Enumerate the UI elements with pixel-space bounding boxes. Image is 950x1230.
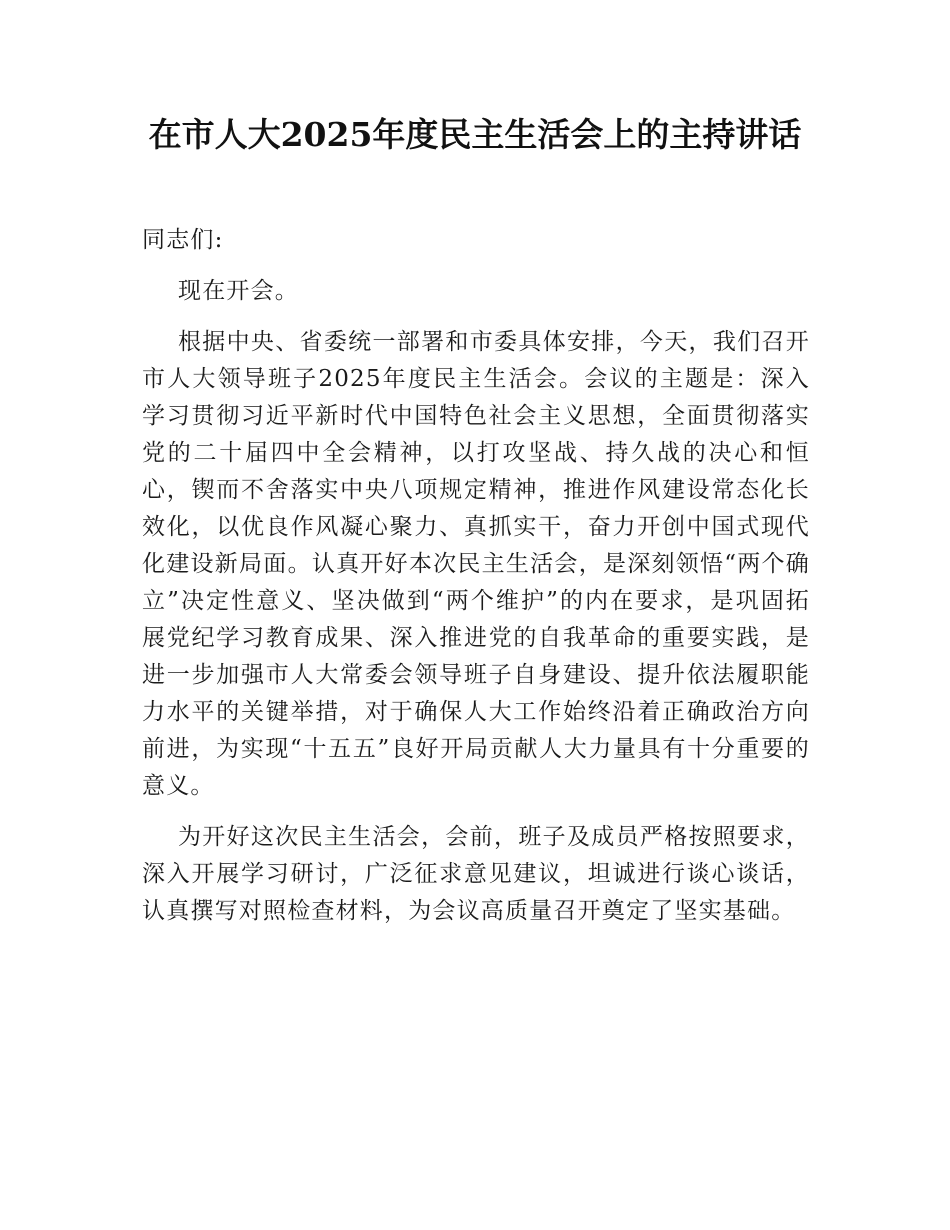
paragraph-background: 根据中央、省委统一部署和市委具体安排，今天，我们召开市人大领导班子2025年度民主生活会。会议的主题是：深入学习贯彻习近平新时代中国特色社会主义思想，全面贯彻落实党的二十届四中全会精神，以打攻坚战、持久战的决心和恒心，锲而不舍落实中央八项规定精神，推进作风建设常态化长效化，以优良作风凝心聚力、真抓实干，奋力开创中国式现代化建设新局面。认真开好本次民主生活会，是深刻领悟“两个确立”决定性意义、坚决做到“两个维护”的内在要求，是巩固拓展党纪学习教育成果、深入推进党的自我革命的重要实践，是进一步加强市人大常委会领导班子自身建设、提升依法履职能力水平的关键举措，对于确保人大工作始终沿着正确政治方向前进，为实现“十五五”良好开局贡献人大力量具有十分重要的意义。: [142, 329, 810, 799]
document-title: 在市人大2025年度民主生活会上的主持讲话: [148, 115, 802, 154]
document-body: [142, 222, 810, 944]
paragraph-opening: 现在开会。: [178, 278, 299, 304]
salutation: 同志们:: [142, 227, 224, 253]
paragraph-preparation: 为开好这次民主生活会，会前，班子及成员严格按照要求，深入开展学习研讨，广泛征求意见建议，坦诚进行谈心谈话，认真撰写对照检查材料，为会议高质量召开奠定了坚实基础。: [142, 824, 810, 924]
